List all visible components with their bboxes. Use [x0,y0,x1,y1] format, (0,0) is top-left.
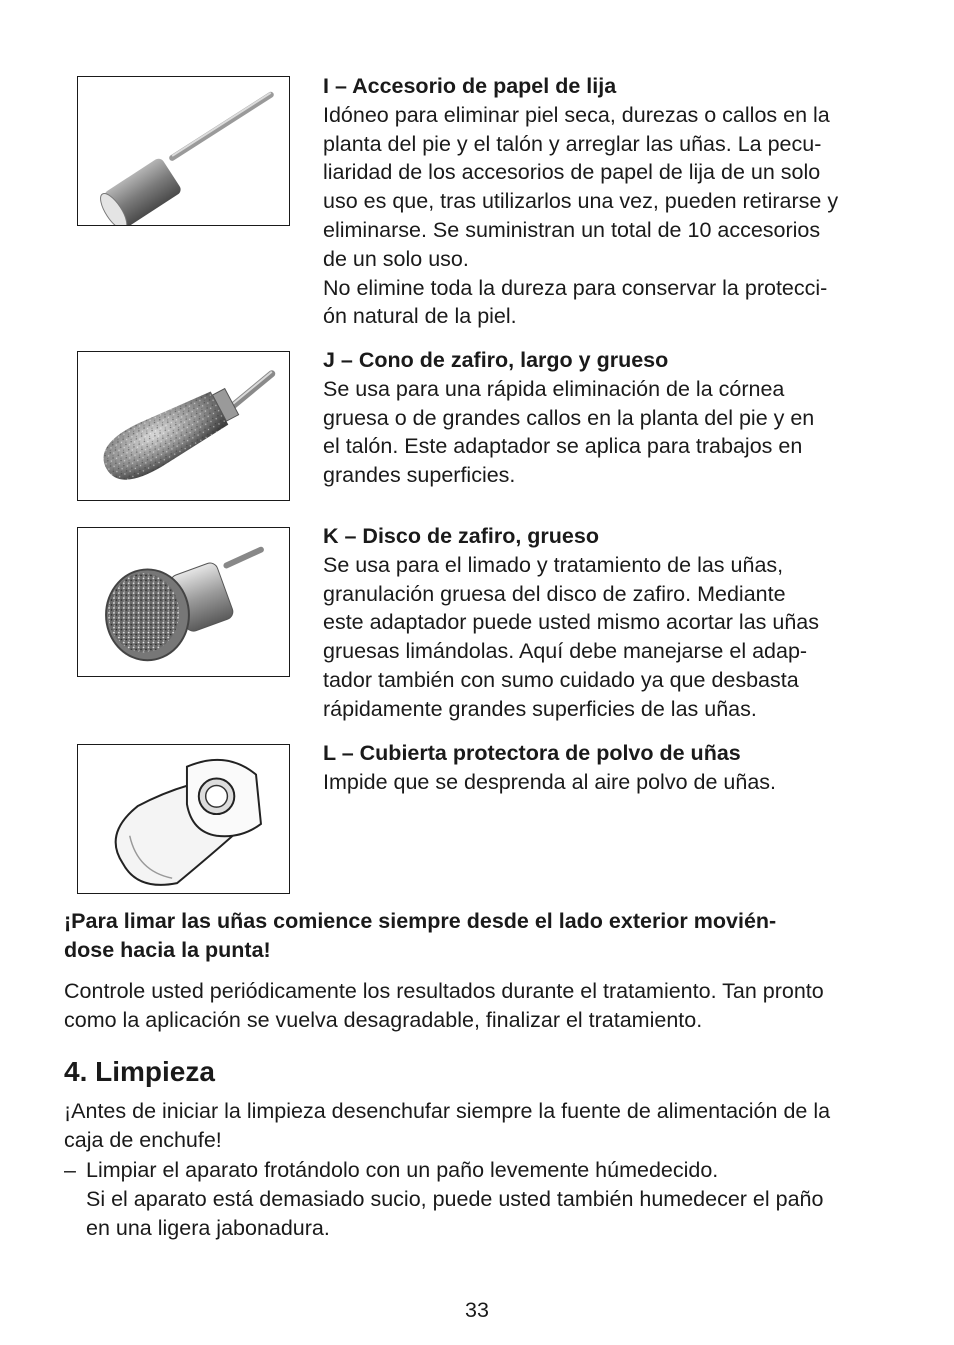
sapphire-cone-image [77,351,290,501]
dust-cover-image [77,744,290,894]
dust-cover-icon [78,745,289,893]
filing-direction-warning: ¡Para limar las uñas comience siempre desde el lado exterior movién- dose hacia la punta! [64,909,777,962]
sapphire-disc-image [77,527,290,677]
section-intro: ¡Antes de iniciar la limpieza desenchufar siempre la fuente de alimentación de la caja de enchufe! [64,1099,831,1152]
sapphire-cone-icon [78,352,289,500]
accessory-l [323,739,893,797]
accessory-j-heading: J – Cono de zafiro, largo y grueso [323,348,669,372]
sandpaper-attachment-icon [78,77,289,225]
page-number: 33 [465,1298,489,1322]
list-bullet: – [64,1158,76,1182]
accessory-j [323,346,893,490]
accessory-k-body: Se usa para el limado y tratamiento de las uñas, granulación gruesa del disco de zafiro. Mediante este adaptador puede usted mismo acortar las uñas gruesas limándolas. Aquí debe manejarse el adap- tador también con sumo cuidado ya que desbasta rápidamente grandes superficies de las uñas. [323,552,819,721]
accessory-i [323,72,893,331]
control-paragraph: Controle usted periódicamente los resultados durante el tratamiento. Tan pronto como la aplicación se vuelva desagradable, finalizar el tratamiento. [64,979,824,1032]
accessory-i-body: Idóneo para eliminar piel seca, durezas o callos en la planta del pie y el talón y arreglar las uñas. La pecu- liaridad de los accesorios de papel de lija de un solo uso es que, tras utilizarlos una vez, pueden retirarse y eliminarse. Se suministran un total de 10 accesorios de un solo uso. No elimine toda la dureza para conservar la protecci- ón natural de la piel. [323,102,839,329]
sapphire-disc-icon [78,528,289,676]
accessory-l-body: Impide que se desprenda al aire polvo de uñas. [323,769,777,794]
sandpaper-attachment-image [77,76,290,226]
accessory-l-heading: L – Cubierta protectora de polvo de uñas [323,741,741,765]
accessory-k-heading: K – Disco de zafiro, grueso [323,524,599,548]
list-item-text: Limpiar el aparato frotándolo con un paño levemente húmedecido. Si el aparato está demasiado sucio, puede usted también humedecer el paño en una ligera jabonadura. [86,1158,824,1240]
accessory-i-heading: I – Accesorio de papel de lija [323,74,617,98]
section-title: 4. Limpieza [64,1056,215,1087]
accessory-j-body: Se usa para una rápida eliminación de la córnea gruesa o de grandes callos en la planta del pie y en el talón. Este adaptador se aplica para trabajos en grandes superficies. [323,376,815,488]
accessory-k [323,522,893,724]
